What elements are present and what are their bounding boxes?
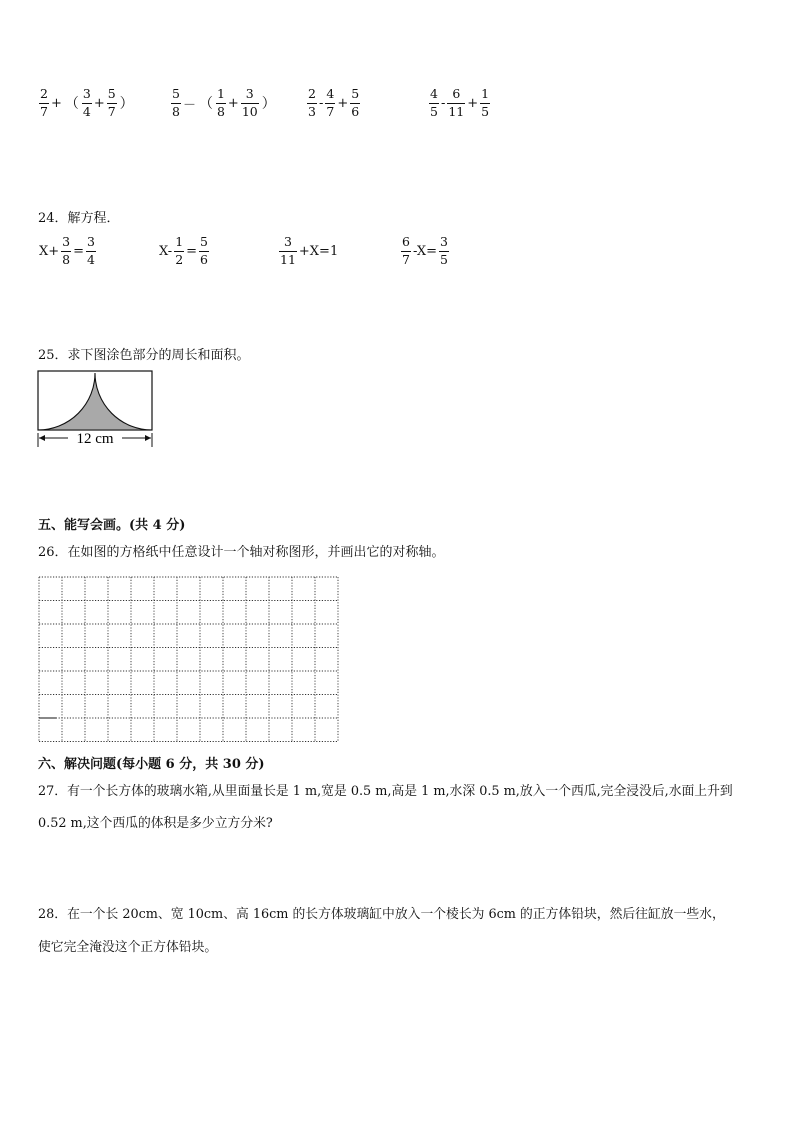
q25-title: 25．求下图涂色部分的周长和面积。 — [38, 348, 250, 363]
fraction — [86, 236, 96, 266]
arrow-right-icon — [145, 435, 151, 441]
calc-expression-3 — [306, 88, 361, 118]
denominator: 6 — [200, 251, 208, 267]
operator: － — [182, 97, 196, 113]
fraction — [480, 88, 490, 118]
operator: +X=1 — [298, 243, 339, 259]
arrow-left-icon — [39, 435, 45, 441]
denominator: 6 — [351, 103, 360, 119]
numerator: 5 — [107, 86, 116, 101]
fraction — [279, 236, 297, 266]
parenthesis: ） — [119, 96, 134, 112]
numerator: 3 — [440, 234, 448, 249]
equation-4 — [400, 236, 450, 266]
operator: -X= — [412, 243, 438, 259]
fraction — [82, 88, 92, 118]
denominator: 4 — [87, 251, 95, 267]
operator: X- — [159, 243, 173, 259]
denominator: 7 — [40, 103, 48, 119]
operator: + — [337, 95, 349, 111]
equation-1 — [38, 236, 97, 266]
operator: - — [440, 95, 446, 111]
numerator: 1 — [175, 234, 184, 249]
fraction — [325, 88, 335, 118]
q27-line1: 27．有一个长方体的玻璃水箱,从里面量长是 1 m,宽是 0.5 m,高是 1 m,水深 0.5 m,放入一个西瓜,完全浸没后,水面上升到 — [38, 784, 733, 799]
fraction — [61, 236, 71, 266]
equation-3 — [278, 236, 339, 266]
denominator: 11 — [448, 103, 465, 119]
fraction — [350, 88, 360, 118]
denominator: 8 — [172, 103, 180, 119]
q28-line1: 28．在一个长 20cm、宽 10cm、高 16cm 的长方体玻璃缸中放入一个棱长为 6cm 的正方体铅块，然后往缸放一些水， — [38, 907, 725, 922]
numerator: 4 — [430, 86, 438, 101]
denominator: 2 — [175, 251, 184, 267]
fraction — [174, 236, 184, 266]
parenthesis: （ — [198, 96, 213, 112]
fraction — [39, 88, 49, 118]
q24-title: 24．解方程． — [38, 211, 120, 226]
numerator: 2 — [40, 86, 48, 101]
denominator: 8 — [216, 103, 225, 119]
operator: + — [467, 95, 479, 111]
section6-title: 六、解决问题(每小题 6 分，共 30 分) — [38, 757, 265, 772]
denominator: 3 — [308, 103, 316, 119]
numerator: 4 — [326, 86, 335, 101]
numerator: 3 — [245, 86, 254, 101]
numerator: 6 — [402, 234, 410, 249]
operator: + — [93, 95, 105, 111]
denominator: 10 — [241, 103, 258, 119]
numerator: 5 — [200, 234, 208, 249]
operator: + — [50, 95, 62, 111]
denominator: 5 — [440, 251, 448, 267]
fraction — [199, 236, 209, 266]
operator: X+ — [39, 243, 60, 259]
operator: = — [186, 243, 198, 259]
fraction — [171, 88, 181, 118]
denominator: 5 — [481, 103, 490, 119]
grid-paper[interactable] — [38, 576, 340, 748]
shaded-figure-drawing — [36, 369, 158, 449]
denominator: 8 — [62, 251, 71, 267]
numerator: 3 — [87, 234, 95, 249]
denominator: 7 — [107, 103, 116, 119]
denominator: 7 — [402, 251, 410, 267]
parenthesis: （ — [64, 96, 79, 112]
q27-line2: 0.52 m,这个西瓜的体积是多少立方分米? — [38, 816, 273, 831]
denominator: 7 — [326, 103, 335, 119]
numerator: 1 — [216, 86, 225, 101]
numerator: 6 — [452, 86, 461, 101]
numerator: 5 — [351, 86, 360, 101]
operator: = — [73, 243, 85, 259]
fraction — [429, 88, 439, 118]
numerator: 5 — [172, 86, 180, 101]
fraction — [307, 88, 317, 118]
fraction — [216, 88, 226, 118]
numerator: 3 — [283, 234, 292, 249]
denominator: 5 — [430, 103, 438, 119]
shaded-region — [38, 373, 152, 430]
shaded-figure — [36, 369, 158, 453]
q28-line2: 使它完全淹没这个正方体铅块。 — [38, 940, 218, 955]
fraction — [107, 88, 117, 118]
fraction — [401, 236, 411, 266]
q26-title: 26．在如图的方格纸中任意设计一个轴对称图形，并画出它的对称轴。 — [38, 545, 445, 560]
fraction — [241, 88, 259, 118]
parenthesis: ） — [261, 96, 276, 112]
denominator: 11 — [280, 251, 296, 267]
calc-expression-2 — [170, 88, 278, 118]
fraction — [447, 88, 465, 118]
numerator: 3 — [82, 86, 91, 101]
calc-expression-1 — [38, 88, 136, 118]
numerator: 3 — [62, 234, 71, 249]
dimension-label: 12 cm — [76, 431, 114, 447]
denominator: 4 — [82, 103, 91, 119]
equation-2 — [158, 236, 210, 266]
operator: - — [318, 95, 324, 111]
section5-title: 五、能写会画。(共 4 分) — [38, 518, 186, 533]
grid-paper-drawing — [38, 576, 340, 744]
fraction — [439, 236, 449, 266]
numerator: 2 — [308, 86, 316, 101]
calc-expression-4 — [428, 88, 491, 118]
numerator: 1 — [481, 86, 490, 101]
operator: + — [227, 95, 239, 111]
